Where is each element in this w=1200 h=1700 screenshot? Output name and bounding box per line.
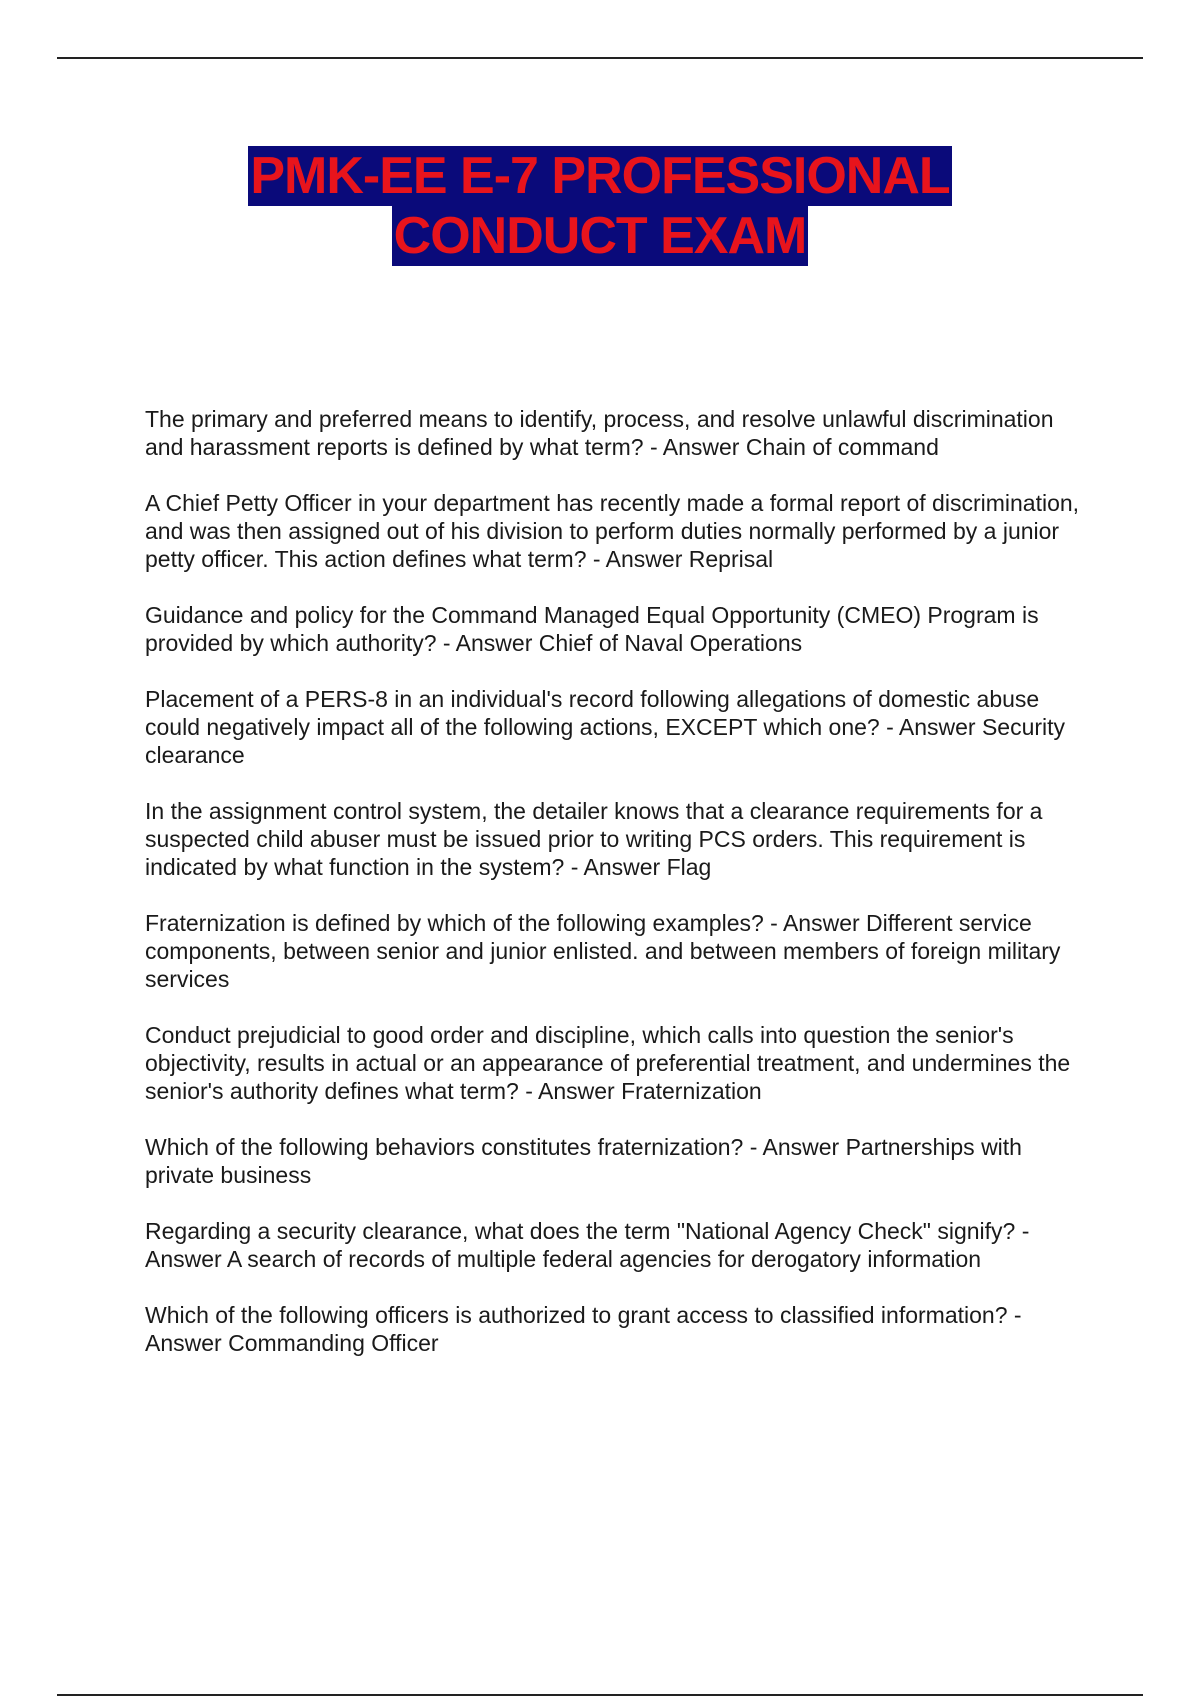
title-line-2: CONDUCT EXAM (393, 207, 807, 265)
qa-item: Which of the following behaviors constitutes fraternization? - Answer Partnerships with private business (145, 1134, 1022, 1188)
qa-item: Conduct prejudicial to good order and discipline, which calls into question the senior's objectivity, results in actual or an appearance of preferential treatment, and undermines the senior's authority defines what term? - Answer Fraternization (145, 1022, 1071, 1104)
qa-item: Which of the following officers is authorized to grant access to classified information? - Answer Commanding Officer (145, 1302, 1022, 1356)
title-line-1: PMK-EE E-7 PROFESSIONAL (250, 147, 950, 205)
qa-item: A Chief Petty Officer in your department has recently made a formal report of discrimination, and was then assigned out of his division to perform duties normally performed by a junior petty officer. This action defines what term? - Answer Reprisal (145, 490, 1080, 572)
qa-item: Placement of a PERS-8 in an individual's record following allegations of domestic abuse could negatively impact all of the following actions, EXCEPT which one? - Answer Security clearance (145, 686, 1066, 768)
qa-item: Guidance and policy for the Command Managed Equal Opportunity (CMEO) Program is provided by which authority? - Answer Chief of Naval Operations (145, 602, 1039, 656)
qa-item: Fraternization is defined by which of the following examples? - Answer Different service components, between senior and junior enlisted. and between members of foreign military services (145, 910, 1061, 992)
qa-item: The primary and preferred means to identify, process, and resolve unlawful discrimination and harassment reports is defined by what term? - Answer Chain of command (145, 406, 1054, 460)
document-title (0, 146, 1200, 266)
qa-list (145, 405, 1095, 1385)
qa-item: In the assignment control system, the detailer knows that a clearance requirements for a suspected child abuser must be issued prior to writing PCS orders. This requirement is indicated by what function in the system? - Answer Flag (145, 798, 1043, 880)
top-divider (57, 57, 1143, 59)
bottom-divider (57, 1694, 1143, 1696)
qa-item: Regarding a security clearance, what does the term "National Agency Check" signify? - Answer A search of records of multiple federal agencies for derogatory information (145, 1218, 1030, 1272)
